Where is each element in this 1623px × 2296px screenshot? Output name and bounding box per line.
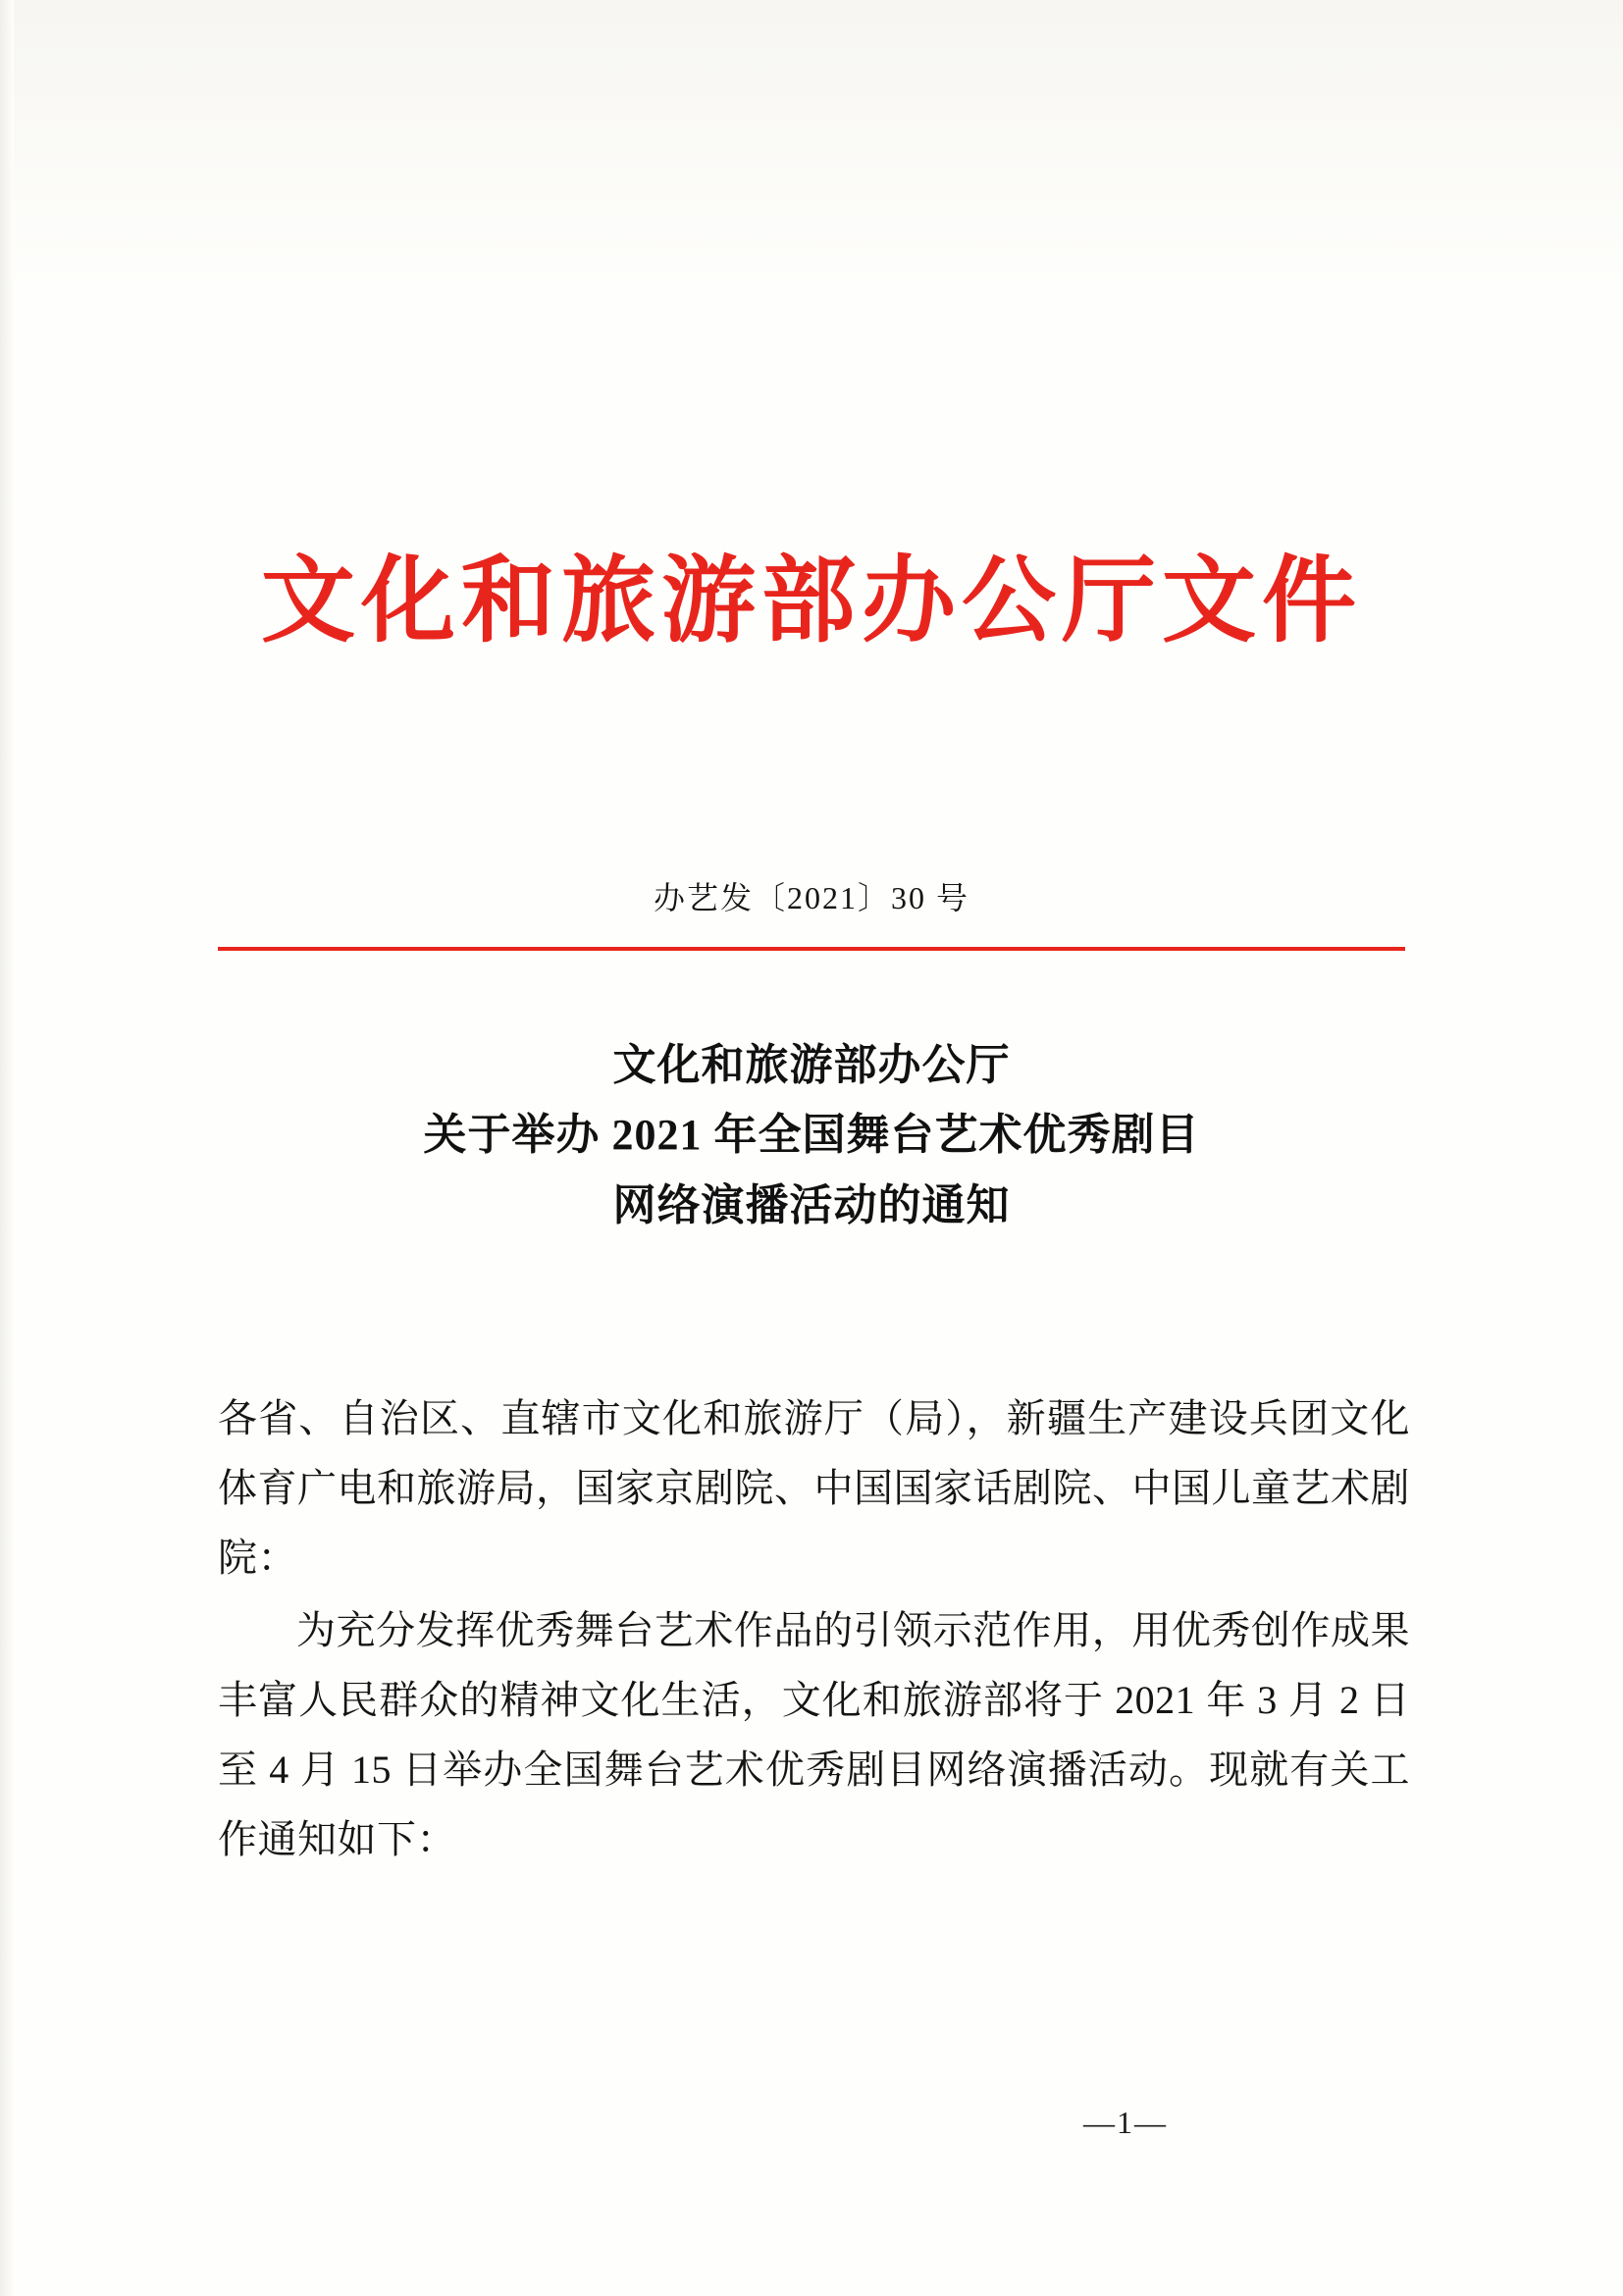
page-footer (0, 2105, 1623, 2141)
addressee-paragraph: 各省、自治区、直辖市文化和旅游厅（局），新疆生产建设兵团文化体育广电和旅游局，国家京剧院、中国国家话剧院、中国儿童艺术剧院： (218, 1396, 1410, 1581)
scan-shading-top (0, 0, 1623, 294)
subject-line-1: 文化和旅游部办公厅 (612, 1041, 1011, 1089)
document-header-title: 文化和旅游部办公厅文件 (261, 548, 1362, 653)
document-subject (0, 1030, 1623, 1240)
subject-line-2: 关于举办 2021 年全国舞台艺术优秀剧目 (423, 1111, 1200, 1160)
body-paragraph-1: 为充分发挥优秀舞台艺术作品的引领示范作用，用优秀创作成果丰富人民群众的精神文化生活，文化和旅游部将于 2021 年 3 月 2 日至 4 月 15 日举办全国舞台艺术优秀剧目网络演播活动。现就有关工作通知如下： (218, 1607, 1410, 1862)
red-separator-rule (218, 947, 1405, 951)
document-number: 办艺发〔2021〕30 号 (653, 880, 969, 915)
document-body (218, 1383, 1410, 1876)
subject-line-3: 网络演播活动的通知 (612, 1180, 1011, 1229)
page-number-label: —1— (1083, 2105, 1168, 2140)
